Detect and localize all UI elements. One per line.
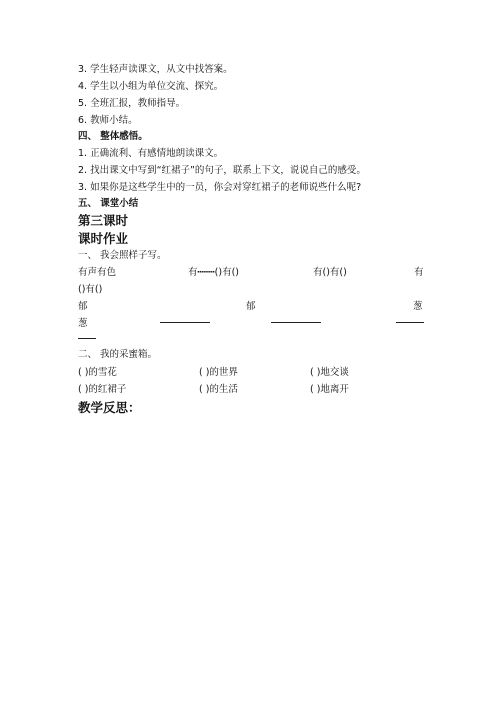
step-3: 3. 学生轻声读课文，从文中找答案。 bbox=[78, 64, 233, 75]
answer-line-1 bbox=[160, 322, 210, 323]
answer-line-3-cont bbox=[78, 338, 96, 339]
answer-line-2 bbox=[271, 322, 321, 323]
yu-example-1: 郁 bbox=[78, 301, 88, 312]
pattern-blank-1: 有┅┅┅()有() bbox=[188, 267, 239, 278]
pattern-blank-3-end: ()有() bbox=[78, 284, 103, 295]
cong-example-1: 葱 bbox=[413, 301, 423, 312]
pattern-blank-2: 有()有() bbox=[313, 267, 347, 278]
pattern-blank-3-start: 有 bbox=[414, 267, 424, 278]
pattern-example: 有声有色 bbox=[78, 267, 117, 278]
fill-talk: ( )地交谈 bbox=[310, 367, 349, 378]
exercise-1-title: 一、 我会照样子写。 bbox=[78, 250, 167, 261]
section-5-heading: 五、 课堂小结 bbox=[78, 198, 139, 209]
task-3: 3. 如果你是这些学生中的一员，你会对穿红裙子的老师说些什么呢? bbox=[78, 182, 362, 193]
fill-red-skirt: ( )的红裙子 bbox=[78, 384, 127, 395]
homework-heading: 课时作业 bbox=[78, 231, 129, 246]
yu-example-2: 郁 bbox=[246, 301, 256, 312]
task-1: 1. 正确流利、有感情地朗读课文。 bbox=[78, 148, 224, 159]
fill-leave: ( )地离开 bbox=[310, 384, 349, 395]
exercise-2-title: 二、 我的采蜜箱。 bbox=[78, 349, 158, 360]
step-6: 6. 教师小结。 bbox=[78, 115, 138, 126]
teaching-reflection-heading: 教学反思： bbox=[78, 400, 141, 415]
task-2: 2. 找出课文中写到“红裙子”的句子，联系上下文，说说自己的感受。 bbox=[78, 165, 366, 176]
lesson-3-heading: 第三课时 bbox=[78, 213, 129, 228]
fill-world: ( )的世界 bbox=[199, 367, 238, 378]
fill-snowflake: ( )的雪花 bbox=[78, 367, 117, 378]
fill-life: ( )的生活 bbox=[199, 384, 238, 395]
cong-example-2: 葱 bbox=[78, 318, 88, 329]
answer-line-3 bbox=[396, 322, 424, 323]
step-4: 4. 学生以小组为单位交流、探究。 bbox=[78, 81, 224, 92]
section-4-heading: 四、 整体感悟。 bbox=[78, 131, 148, 142]
step-5: 5. 全班汇报，教师指导。 bbox=[78, 98, 186, 109]
